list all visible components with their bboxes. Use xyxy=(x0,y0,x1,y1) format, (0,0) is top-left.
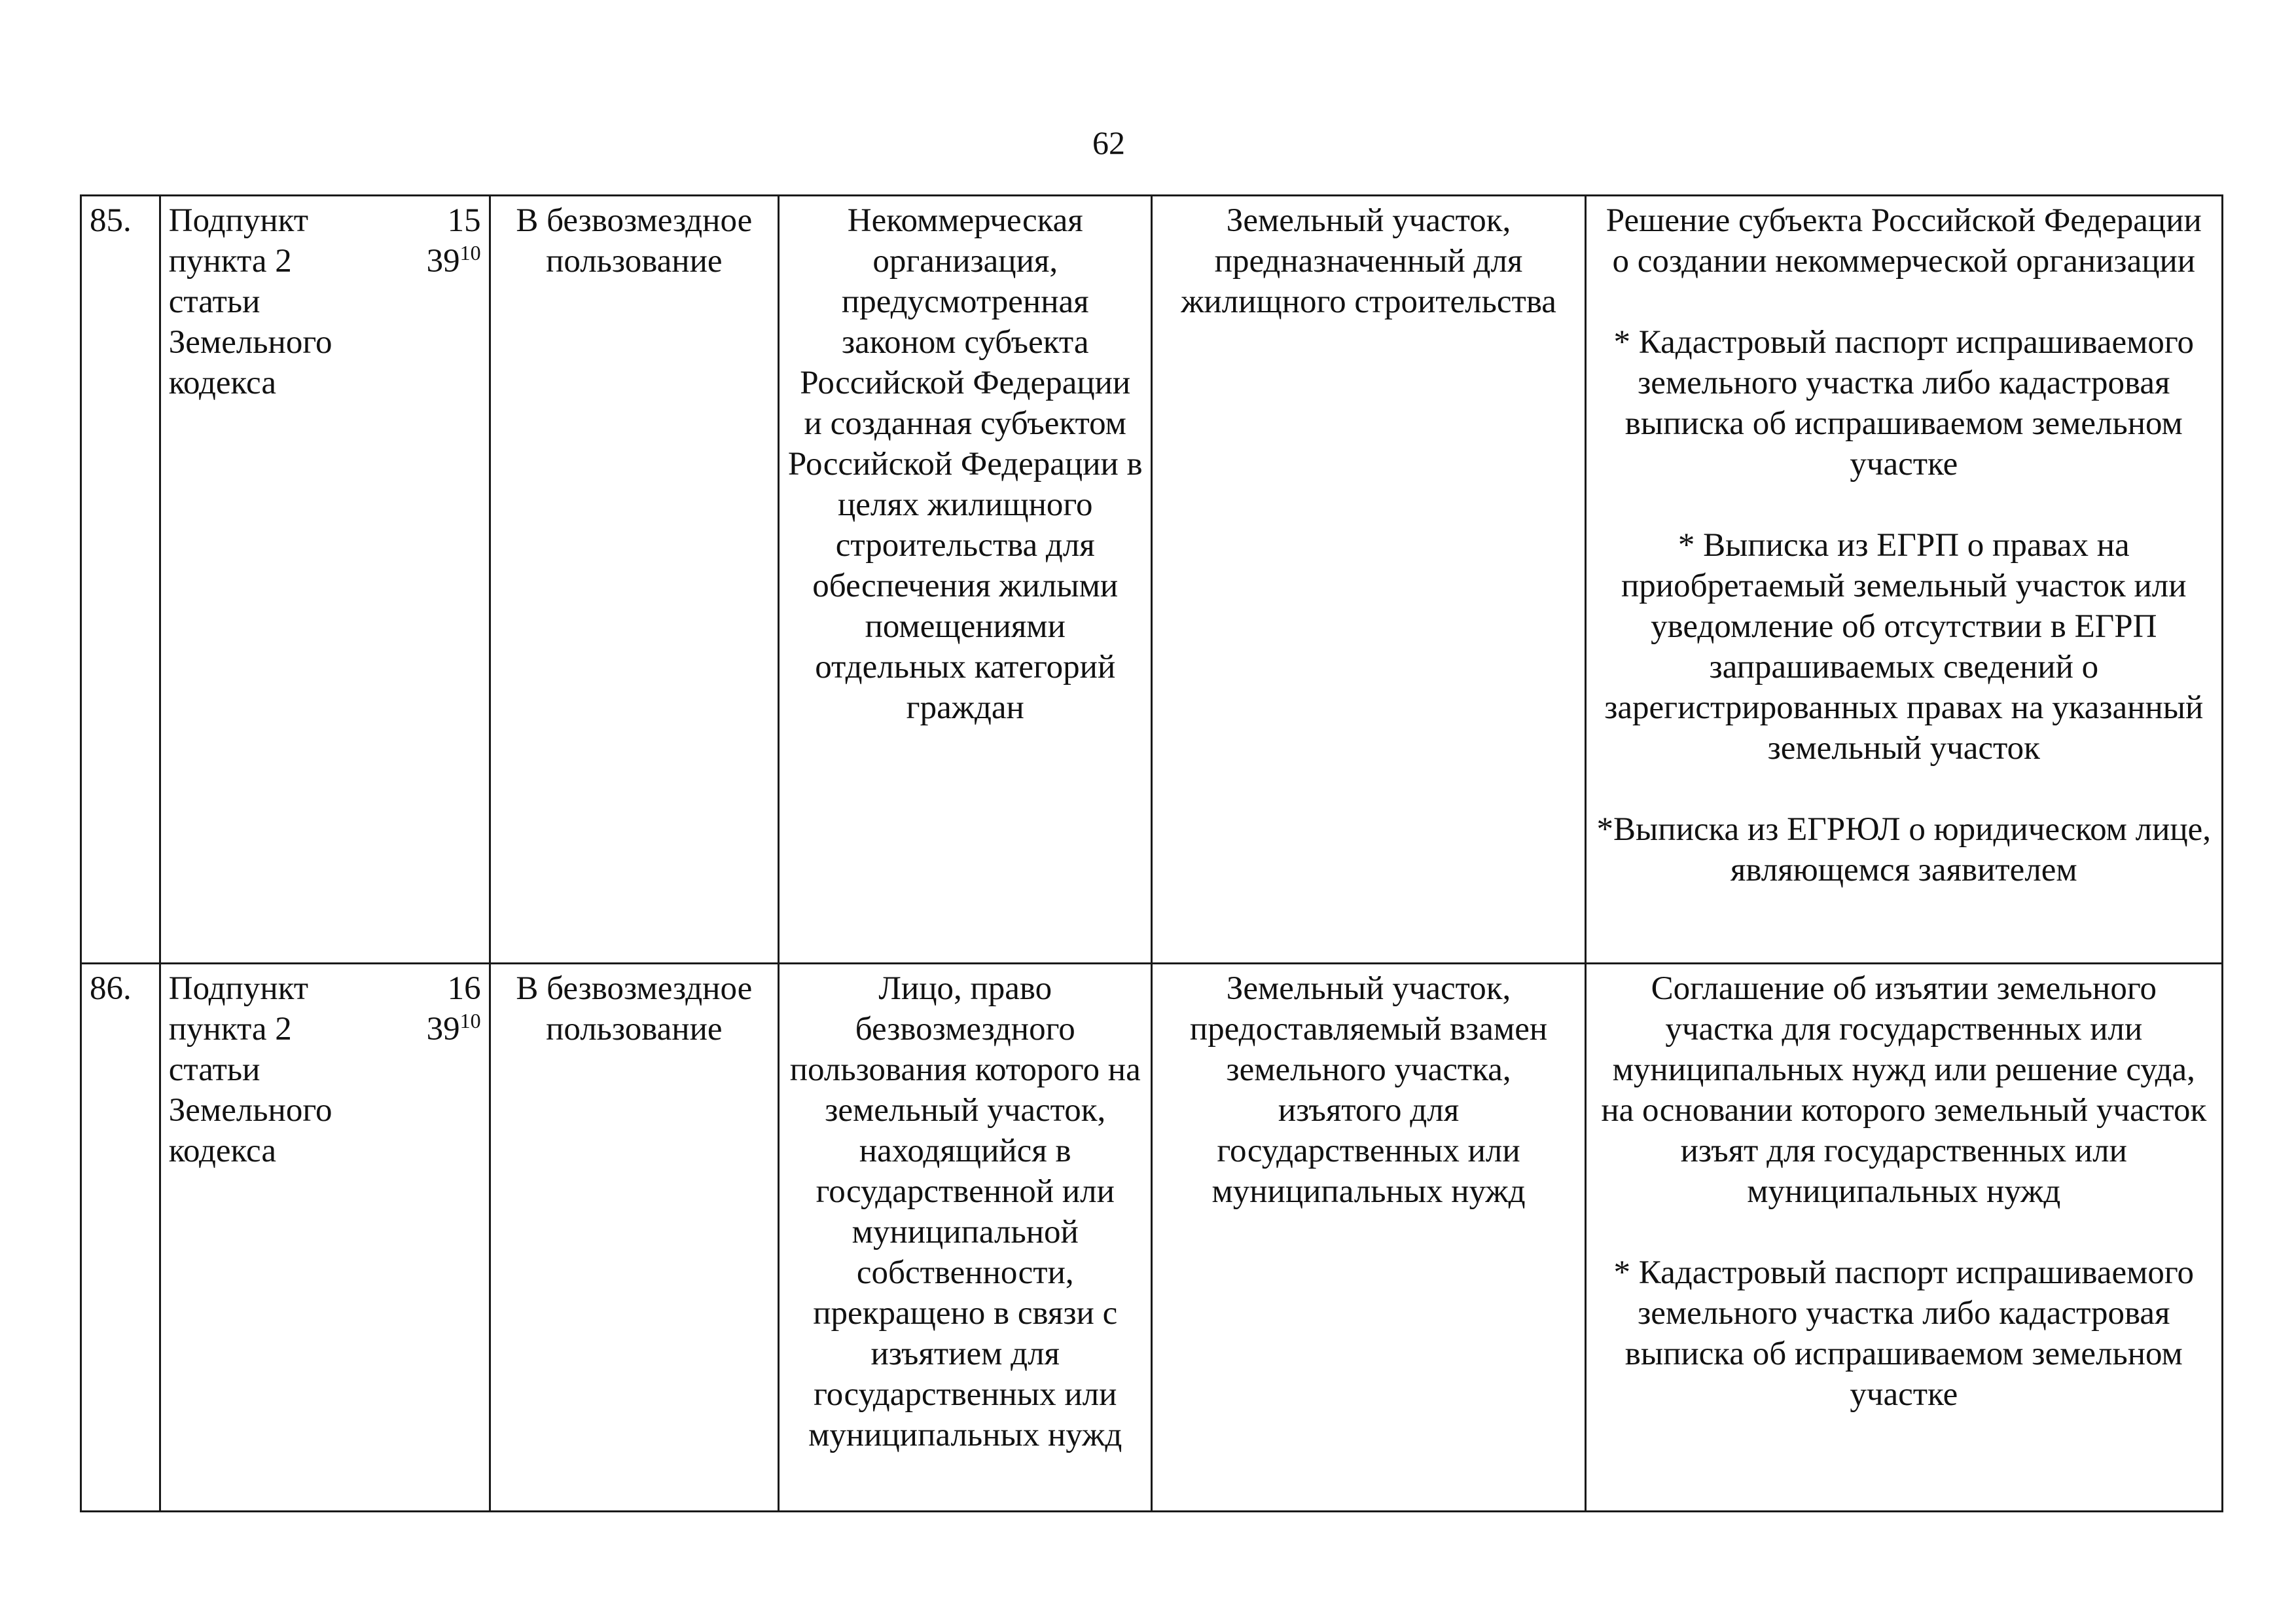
land-plot-cell xyxy=(1152,964,1585,1512)
article-number xyxy=(427,1009,481,1049)
table-row xyxy=(81,964,2223,1512)
page-number: 62 xyxy=(1092,124,1125,161)
document-item: Соглашение об изъятии земельного участка для государственных или муниципальных нужд или решение суда, на основании которого земельный участок изъят для государственных или муниципальных нужд xyxy=(1601,970,2207,1210)
article-number xyxy=(427,241,481,282)
document-item: * Выписка из ЕГРП о правах на приобретаемый земельный участок или уведомление об отсутствии в ЕГРП запрашиваемых сведений о зарегистрированных правах на указанный земельный участок xyxy=(1604,527,2204,767)
article-base: 39 xyxy=(426,243,460,280)
right-type-cell xyxy=(490,964,778,1512)
document-item: * Кадастровый паспорт испрашиваемого земельного участка либо кадастровая выписка об испрашиваемом земельном участке xyxy=(1613,1254,2195,1413)
document-item: *Выписка из ЕГРЮЛ о юридическом лице, являющемся заявителем xyxy=(1596,811,2212,888)
land-plot: Земельный участок, предназначенный для жилищного строительства xyxy=(1181,202,1556,320)
documents-cell xyxy=(1585,964,2222,1512)
applicant-cell xyxy=(779,196,1152,964)
document-table xyxy=(80,194,2223,1512)
legal-basis-numbers xyxy=(427,200,481,403)
right-type: В безвозмездное пользование xyxy=(516,970,753,1048)
document-item: * Кадастровый паспорт испрашиваемого земельного участка либо кадастровая выписка об испрашиваемом земельном участке xyxy=(1613,324,2195,483)
subparagraph-number: 15 xyxy=(447,202,481,239)
article-base: 39 xyxy=(426,1011,460,1048)
row-number: 86. xyxy=(90,970,132,1007)
legal-basis-text: Подпункт пункта 2 статьи Земельного кодекса xyxy=(168,202,332,401)
legal-basis-text: Подпункт пункта 2 статьи Земельного кодекса xyxy=(168,970,332,1169)
document-item: Решение субъекта Российской Федерации о создании некоммерческой организации xyxy=(1605,202,2202,280)
subparagraph-number: 16 xyxy=(447,970,481,1007)
row-number-cell xyxy=(81,964,160,1512)
article-superscript: 10 xyxy=(459,1009,481,1032)
legal-basis-numbers xyxy=(427,968,481,1171)
row-number-cell xyxy=(81,196,160,964)
land-plot-cell xyxy=(1152,196,1585,964)
applicant-cell xyxy=(779,964,1152,1512)
table-row xyxy=(81,196,2223,964)
legal-basis-cell xyxy=(160,964,490,1512)
right-type: В безвозмездное пользование xyxy=(516,202,753,280)
applicant: Лицо, право безвозмездного пользования которого на земельный участок, находящийся в государственной или муниципальной собственности, прекращено в связи с изъятием для государственных или муниципальных нужд xyxy=(789,970,1141,1453)
applicant: Некоммерческая организация, предусмотренная законом субъекта Российской Федерации и созданная субъектом Российской Федерации в целях жилищного строительства для обеспечения жилыми помещениями отдельных категорий граждан xyxy=(787,202,1143,726)
article-superscript: 10 xyxy=(459,241,481,264)
legal-basis-cell xyxy=(160,196,490,964)
land-plot: Земельный участок, предоставляемый взамен земельного участка, изъятого для государственных или муниципальных нужд xyxy=(1189,970,1548,1210)
documents-cell xyxy=(1585,196,2222,964)
row-number: 85. xyxy=(90,202,132,239)
right-type-cell xyxy=(490,196,778,964)
